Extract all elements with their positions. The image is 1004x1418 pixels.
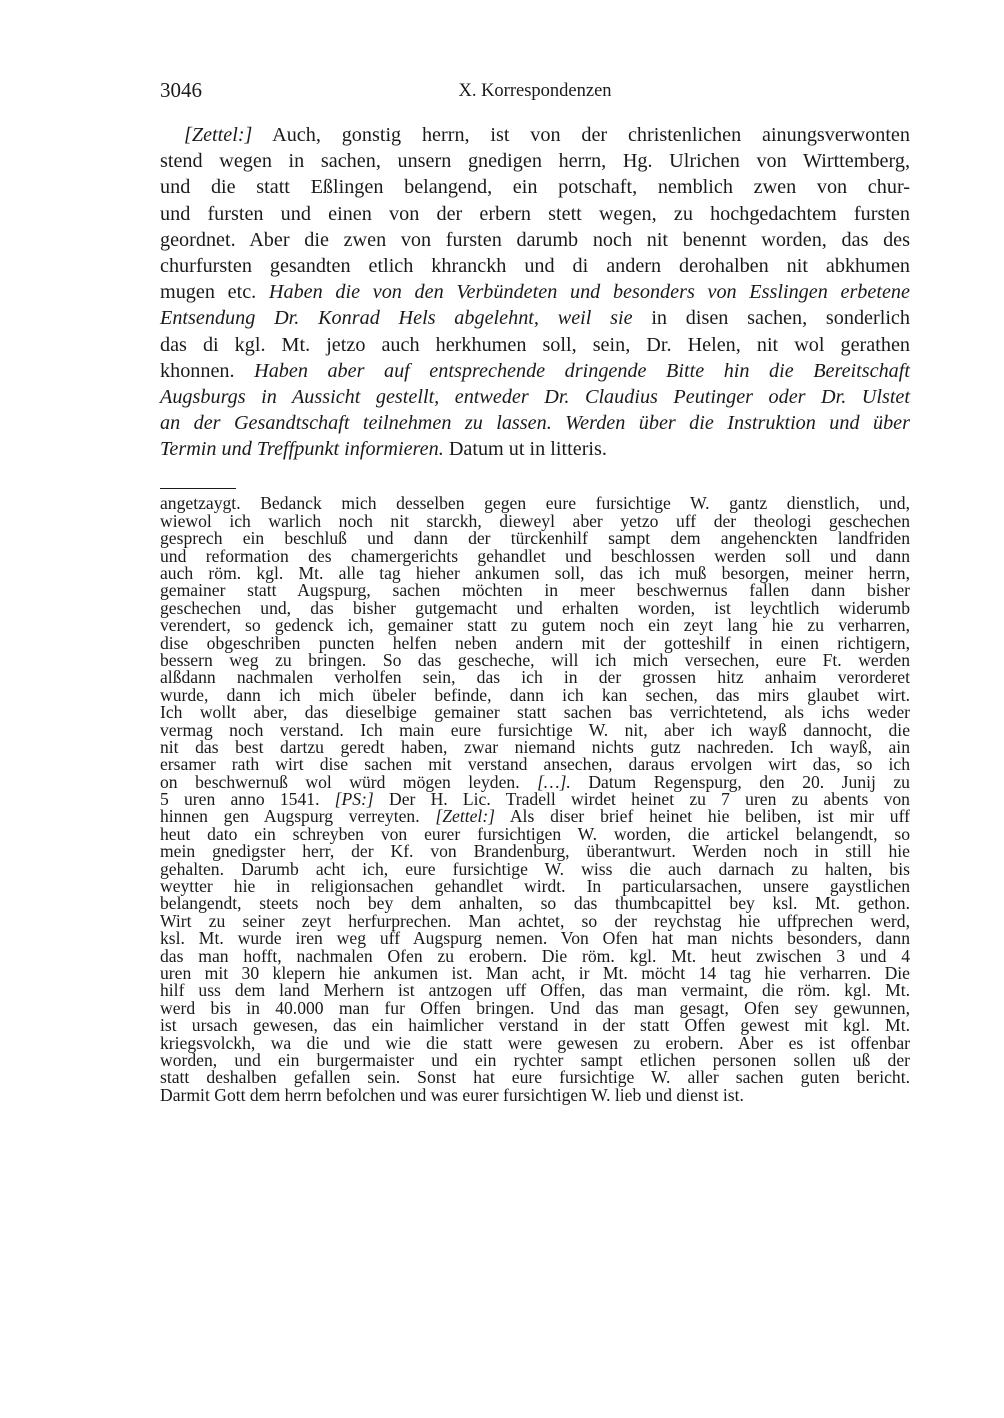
text-segment: geschechen und, das bisher gutgemacht und erhalten worden, ist leychtlich widerumb	[160, 597, 910, 618]
italic-text-segment: [Zettel:]	[184, 124, 253, 146]
text-segment: churfursten gesandten etlich khranckh und di andern derohalben nit abkhumen	[160, 254, 910, 277]
text-segment: on beschwernuß wol würd mögen leyden.	[160, 771, 538, 792]
text-segment: khonnen.	[160, 359, 255, 382]
italic-text-segment: Haben die von den Verbündeten und besonders von Esslingen erbetene	[268, 281, 910, 304]
text-segment: 5 uren anno 1541.	[160, 789, 335, 810]
text-segment: uren mit 30 klepern hie ankumen ist. Man acht, ir Mt. möcht 14 tag hie verharren. Die	[160, 962, 910, 983]
main_text-line	[160, 227, 910, 253]
text-segment: belangendt, steets noch bey dem anhalten, so das thumbcapittel bey ksl. Mt. gethon.	[160, 893, 910, 914]
text-segment: Wirt zu seiner zeyt herfurprechen. Man achtet, so der reychstag hie uffprechen werd,	[160, 910, 910, 931]
text-segment: vermag noch verstand. Ich main eure fursichtige W. nit, aber ich wayß dannocht, die	[160, 719, 910, 740]
text-segment: Auch, gonstig herrn, ist von der christenlichen ainungsverwonten	[252, 124, 910, 146]
text-segment: Als diser brief heinet hie beliben, ist mir uff	[495, 806, 910, 827]
text-segment: gesprech ein beschluß und dann der türckenhilf sampt dem angehenckten landfriden	[160, 528, 910, 549]
text-segment: und reformation des chamergerichts gehandlet und beschlossen werden soll und dann	[160, 545, 910, 566]
text-segment: und die statt Eßlingen belangend, ein potschaft, nemblich zwen von chur-	[160, 176, 910, 199]
main_text-line	[160, 201, 910, 227]
italic-text-segment: an der Gesandtschaft teilnehmen zu lassen. Werden über die Instruktion und über	[160, 412, 910, 435]
text-segment: angetzaygt. Bedanck mich desselben gegen eure fursichtige W. gantz dienstlich, und,	[160, 493, 910, 514]
italic-text-segment: Entsendung Dr. Konrad Hels abgelehnt, weil sie	[160, 307, 633, 330]
text-segment: mein gnedigster herr, der Kf. von Brandenburg, überantwurt. Werden noch in still hie	[160, 841, 910, 862]
main_text-line	[160, 148, 910, 174]
page-header	[160, 78, 910, 108]
main_text-line	[160, 279, 910, 305]
text-segment: und fursten und einen von der erbern stett wegen, zu hochgedachtem fursten	[160, 202, 910, 225]
text-segment: bessern weg zu bringen. So das gescheche, will ich mich versechen, eure Ft. werden	[160, 649, 910, 670]
text-segment: mugen etc.	[160, 281, 269, 304]
main-text-block	[160, 122, 910, 462]
main_text-line	[160, 358, 910, 384]
italic-text-segment: [PS:]	[334, 789, 374, 810]
italic-text-segment: [Zettel:]	[435, 806, 496, 827]
main_text-line	[160, 122, 910, 148]
italic-text-segment: […].	[537, 771, 571, 792]
text-segment: auch röm. kgl. Mt. alle tag hieher ankumen soll, das ich muß besorgen, meiner herrn,	[160, 563, 910, 583]
text-segment: Darmit Gott dem herrn befolchen und was eurer fursichtigen W. lieb und dienst ist.	[160, 1084, 744, 1105]
text-segment: wiewol ich warlich noch nit starckh, dieweyl aber yetzo uff der theologi geschechen	[160, 510, 910, 531]
footnote-line	[160, 1084, 910, 1105]
text-segment: Datum Regenspurg, den 20. Junij zu	[570, 771, 910, 792]
text-segment: das man hofft, nachmalen Ofen zu erobern. Die röm. kgl. Mt. heut zwischen 3 und 4	[160, 945, 910, 966]
main_text-line	[160, 384, 910, 410]
main_text-line	[160, 436, 910, 462]
text-segment: ersamer rath wirt dise sachen mit verstand ansechen, daraus ervolgen wirt das, so ich	[160, 754, 910, 775]
text-segment: dise obgeschriben puncten helfen neben andern mit der gotteshilf in einen richtigern,	[160, 632, 910, 653]
text-segment: nit das best dartzu geredt haben, zwar niemand nichts gutz nachreden. Ich wayß, ain	[160, 736, 910, 757]
text-segment: weytter hie in religionsachen gehandlet wirdt. In particularsachen, unsere gaystlichen	[160, 876, 910, 897]
main_text-line	[160, 332, 910, 358]
text-segment: alßdann nachmalen verholfen sein, das ich in der grossen hitz anhaim verorderet	[160, 667, 910, 688]
text-segment: statt deshalben gefallen sein. Sonst hat eure fursichtige W. aller sachen guten bericht.	[160, 1067, 910, 1088]
main_text-line	[160, 410, 910, 436]
text-segment: das di kgl. Mt. jetzo auch herkhumen soll, sein, Dr. Helen, nit wol gerathen	[160, 333, 910, 356]
text-segment: in disen sachen, sonderlich	[632, 307, 910, 330]
italic-text-segment: Augsburgs in Aussicht gestellt, entweder Dr. Claudius Peutinger oder Dr. Ulstet	[160, 385, 910, 408]
italic-text-segment: Termin und Treffpunkt informieren.	[160, 438, 444, 461]
text-segment: Der H. Lic. Tradell wirdet heinet zu 7 uren zu abents von	[373, 789, 910, 810]
footnote-block	[160, 495, 910, 1104]
document-page	[160, 78, 910, 1104]
text-segment: verendert, so gedenck ich, gemainer statt zu gutem noch ein zeyt lang hie zu verharren,	[160, 615, 910, 636]
text-segment: hilf uss dem land Merhern ist antzogen uff Offen, das man vermaint, die röm. kgl. Mt.	[160, 980, 910, 1001]
text-segment: kriegsvolckh, wa die und wie die statt were gewesen zu erobern. Aber es ist offenbar	[160, 1032, 910, 1053]
main_text-line	[160, 253, 910, 279]
text-segment: ist ursach gewesen, das ein haimlicher verstand in der statt Offen gewest mit kgl. Mt.	[160, 1015, 910, 1036]
text-segment: gehalten. Darumb acht ich, eure fursichtige W. wiss die auch darnach zu halten, bis	[160, 858, 910, 879]
text-segment: geordnet. Aber die zwen von fursten darumb noch nit benennt worden, das des	[160, 228, 910, 251]
footnote-separator	[160, 488, 236, 489]
running-title: X. Korrespondenzen	[458, 81, 612, 101]
italic-text-segment: Haben aber auf entsprechende dringende Bitte hin die Bereitschaft	[254, 359, 910, 382]
text-segment: heut dato ein schreyben von eurer fursichtigen W. worden, die artickel belangendt, so	[160, 823, 910, 844]
text-segment: Datum ut in litteris.	[443, 438, 607, 461]
page-number: 3046	[160, 78, 202, 102]
text-segment: wurde, dann ich mich übeler befinde, dann ich kan sechen, das mirs glaubet wirt.	[160, 684, 910, 705]
text-segment: hinnen gen Augspurg verreyten.	[160, 806, 436, 827]
text-segment: werd bis in 40.000 man fur Offen bringen. Und das man gesagt, Ofen sey gewunnen,	[160, 997, 910, 1018]
main_text-line	[160, 174, 910, 200]
text-segment: ksl. Mt. wurde iren weg uff Augspurg nemen. Von Ofen hat man nichts besonders, dann	[160, 928, 910, 949]
main_text-line	[160, 305, 910, 331]
text-segment: worden, und ein burgermaister und ein rychter sampt etlichen personen sollen uß der	[160, 1049, 910, 1070]
text-segment: gemainer statt Augspurg, sachen möchten in meer beschwernus fallen dann bisher	[160, 580, 910, 601]
text-segment: stend wegen in sachen, unsern gnedigen herrn, Hg. Ulrichen von Wirttemberg,	[160, 150, 910, 173]
text-segment: Ich wollt aber, das dieselbige gemainer statt sachen bas verrichtetend, als ichs weder	[160, 702, 910, 723]
